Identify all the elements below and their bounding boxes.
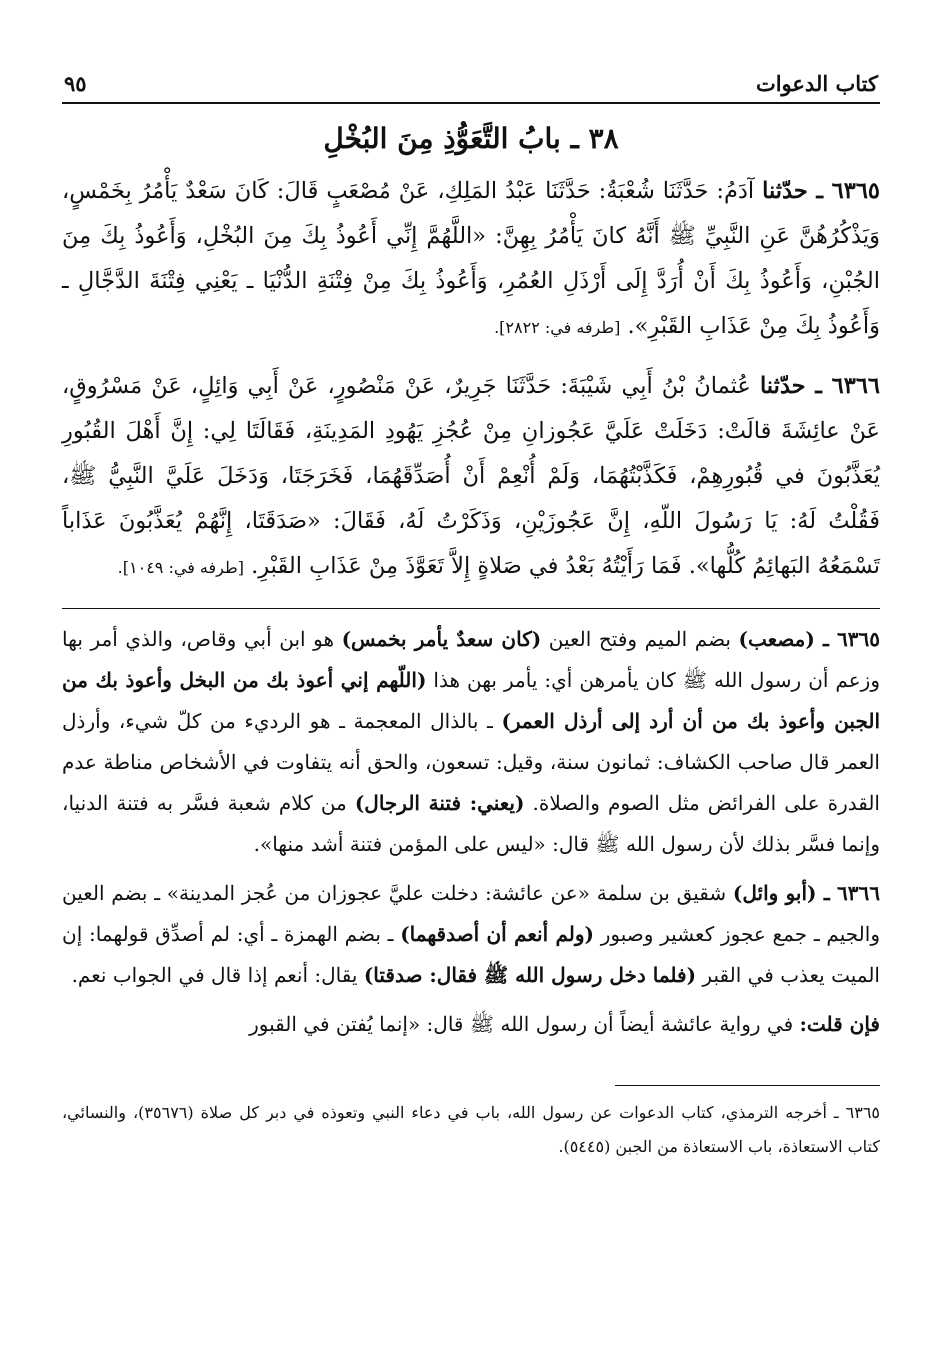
commentary-keyword: (أبو وائل) [732, 881, 817, 905]
commentary-keyword: (كان سعدٌ يأمر بخمس) [341, 627, 542, 651]
commentary-keyword: (اللّهم إني أعوذ بك من البخل وأعوذ بك من الجبن وأعوذ بك من أن أرد إلى أرذل العمر) [62, 668, 881, 733]
commentary-keyword: (ولم أنعم أن أصدقهما) [400, 922, 595, 946]
commentary-keyword: فإن قلت: [799, 1012, 880, 1036]
commentary-text: ـ بالذال المعجمة ـ هو الرديء من كلّ شيء، وأرذل العمر قال صاحب الكشاف: ثمانون سنة، وقيل: تسعون، والحق أنه يتفاوت في الأشخاص مناطة عدم القدرة على الفرائض مثل الصوم والصلاة. [62, 709, 880, 815]
commentary-text: في رواية عائشة أيضاً أن رسول الله ﷺ قال: «إنما يُفتن في القبور [249, 1012, 800, 1036]
hadith-6365 [62, 169, 880, 350]
page-number: ٩٥ [64, 71, 87, 96]
commentary-question [62, 1004, 880, 1045]
footnote-rule [615, 1085, 880, 1086]
commentary-text: بضم الميم وفتح العين [541, 627, 739, 651]
footnote: ٦٣٦٥ ـ أخرجه الترمذي، كتاب الدعوات عن رسول الله، باب في دعاء النبي وتعوذه في دبر كل صلاة (٣٥٦٧٦)، والنسائي، كتاب الاستعاذة، باب الاستعاذة من الجبن (٥٤٤٥). [62, 1103, 881, 1156]
commentary-text: من كلام شعبة فسَّر به فتنة الدنيا، وإنما فسَّر بذلك لأن رسول الله ﷺ قال: «ليس على المؤمن فتنة أشد منها». [62, 791, 880, 856]
commentary-keyword: (فلما دخل رسول الله ﷺ فقال: صدقتا) [363, 963, 697, 987]
commentary-text: يقال: أنعم إذا قال في الجواب نعم. [71, 963, 364, 987]
commentary-6365 [62, 619, 880, 865]
commentary-number: ٦٣٦٥ ـ [814, 627, 881, 651]
hadith-text: آدَمُ: حَدَّثَنَا شُعْبَةُ: حَدَّثَنَا عَبْدُ المَلِكِ، عَنْ مُصْعَبٍ قَالَ: كَانَ سَعْدٌ يَأْمُرُ بِخَمْسٍ، وَيَذْكُرُهُنَّ عَنِ النَّبِيِّ ﷺ أَنَّهُ كانَ يَأْمُرُ بِهِنَّ: «اللَّهُمَّ إِنِّي أَعُوذُ بِكَ مِنَ البُخْلِ، وَأَعُوذُ بِكَ مِنَ الجُبْنِ، وَأَعُوذُ بِكَ أَنْ أُرَدَّ إِلَى أَرْذَلِ العُمُرِ، وَأَعُوذُ بِكَ مِنْ فِتْنَةِ الدُّنْيَا ـ يَعْنِي فِتْنَةَ الدَّجَّالِ ـ وَأَعُوذُ بِكَ مِنْ عَذَابِ القَبْرِ». [62, 178, 880, 339]
commentary-6366 [62, 873, 880, 996]
hadith-6366 [62, 364, 880, 590]
hadith-reference: [طرفه في: ١٠٤٩]. [117, 558, 244, 577]
hadith-number: ٦٣٦٦ ـ حدّثنا [759, 373, 880, 399]
commentary-text: شقيق بن سلمة «عن عائشة: دخلت عليَّ عجوزان من عُجز المدينة» ـ بضم العين والجيم ـ جمع عجوز كعشير وصبور [62, 881, 880, 946]
commentary-keyword: (يعني: فتنة الرجال) [354, 791, 525, 815]
commentary-number: ٦٣٦٦ ـ [816, 881, 880, 905]
commentary-divider [62, 608, 880, 609]
running-title: كتاب الدعوات [755, 71, 878, 96]
commentary-text: هو ابن أبي وقاص، والذي أمر بها وزعم أن رسول الله ﷺ كان يأمرهن أي: يأمر بهن هذا [62, 627, 880, 692]
chapter-title: ٣٨ ـ بابُ التَّعَوُّذِ مِنَ البُخْلِ [323, 122, 619, 155]
hadith-reference: [طرفه في: ٢٨٢٢]. [494, 318, 621, 337]
hadith-text: عُثمانُ بْنُ أَبِي شَيْبَةَ: حَدَّثَنَا جَرِيرٌ، عَنْ مَنْصُورٍ، عَنْ أَبِي وَائِلٍ، عَنْ مَسْرُوقٍ، عَنْ عائِشَةَ قالَتْ: دَخَلَتْ عَلَيَّ عَجُوزانِ مِنْ عُجُزِ يَهُودِ المَدِينَةِ، فَقَالَتَا لِي: إِنَّ أَهْلَ القُبُورِ يُعَذَّبُونَ في قُبُورِهِمْ، فَكَذَّبْتُهُمَا، وَلَمْ أُنْعِمْ أَنْ أُصَدِّقَهُمَا، فَخَرَجَتَا، وَدَخَلَ عَلَيَّ النَّبِيُّ ﷺ، فَقُلْتُ لَهُ: يَا رَسُولَ اللّهِ، إِنَّ عَجُوزَيْنِ، وَذَكَرْتُ لَهُ، فَقَالَ: «صَدَقَتَا، إِنَّهُمْ يُعَذَّبُونَ عَذَاباً تَسْمَعُهُ البَهائِمُ كُلُّها». فَمَا رَأَيْتُهُ بَعْدُ في صَلاةٍ إِلاَّ تَعَوَّذَ مِنْ عَذَابِ القَبْرِ. [62, 373, 880, 579]
hadith-number: ٦٣٦٥ ـ حدّثنا [762, 178, 880, 204]
page-header [62, 52, 880, 104]
commentary-text: ـ بضم الهمزة ـ أي: لم أصدِّق قولهما: إن الميت يعذب في القبر [62, 922, 880, 987]
commentary-keyword: (مصعب) [738, 627, 815, 651]
